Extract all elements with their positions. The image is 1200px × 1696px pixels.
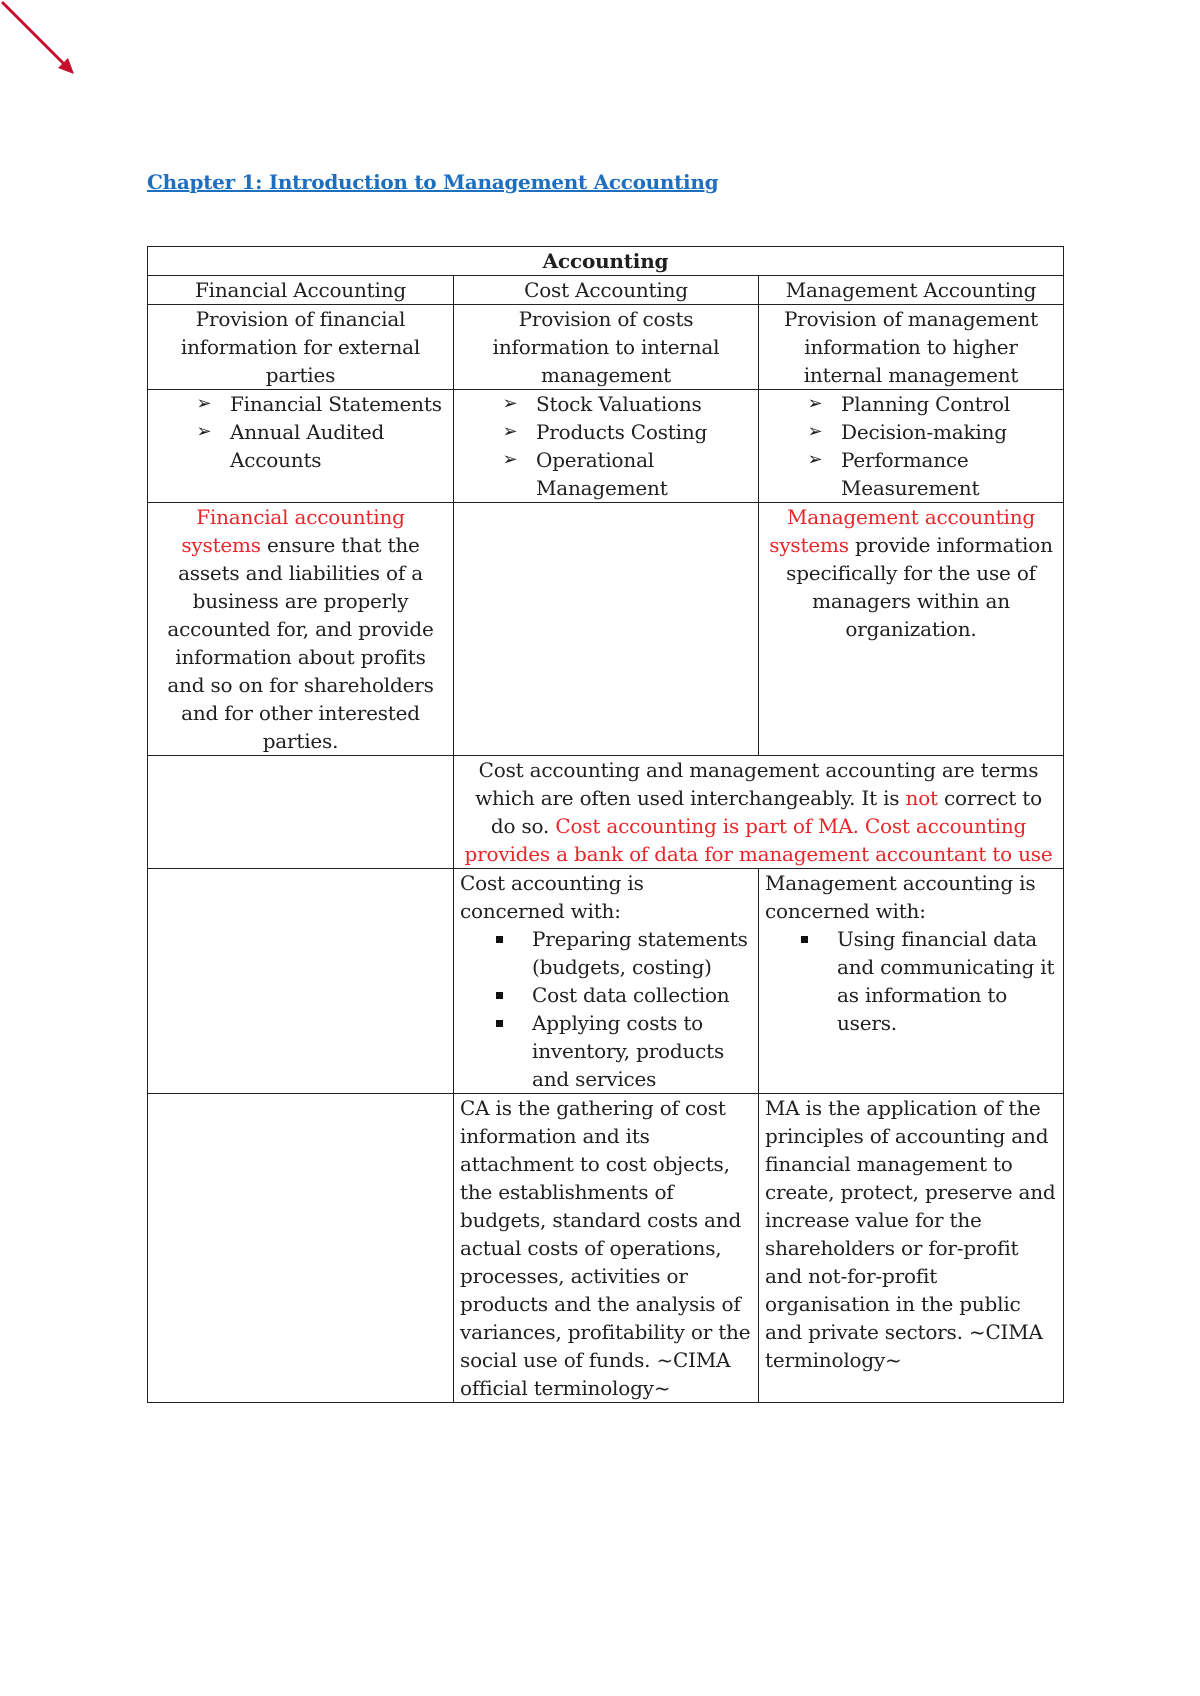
arrow-bullet-icon: ➢ — [807, 449, 823, 470]
square-bullet-icon — [496, 1020, 503, 1027]
provision-cost: Provision of costs information to internal management — [454, 305, 759, 390]
bullets-management — [759, 390, 1064, 503]
accounting-table — [147, 246, 1064, 1403]
concerned-empty — [148, 869, 454, 1094]
systems-management: Management accounting systems provide information specifically for the use of managers within an organization. — [759, 503, 1064, 756]
systems-cost-empty — [454, 503, 759, 756]
column-financial-accounting: Financial Accounting — [148, 276, 454, 305]
cost-concerned: Cost accounting is concerned with: Preparing statements (budgets, costing) Cost data collection Applying costs to inventory, products and services — [454, 869, 759, 1094]
arrow-bullet-icon: ➢ — [502, 449, 518, 470]
note-empty — [148, 756, 454, 869]
bullets-financial — [148, 390, 454, 503]
arrow-bullet-icon: ➢ — [196, 393, 212, 414]
provision-management: Provision of management information to higher internal management — [759, 305, 1064, 390]
systems-financial: Financial accounting systems ensure that the assets and liabilities of a business are properly accounted for, and provide information about profits and so on for shareholders and for other interested parties. — [148, 503, 454, 756]
list-item: ➢ Planning Control — [805, 390, 1057, 418]
list-item: Applying costs to inventory, products and services — [496, 1009, 752, 1093]
list-item: ➢ Financial Statements — [194, 390, 447, 418]
arrow-bullet-icon: ➢ — [502, 393, 518, 414]
square-bullet-icon — [801, 936, 808, 943]
list-item: Preparing statements (budgets, costing) — [496, 925, 752, 981]
list-item: ➢ Operational Management — [500, 446, 752, 502]
arrow-bullet-icon: ➢ — [196, 421, 212, 442]
table-header: Accounting — [148, 247, 1064, 276]
list-item: ➢ Decision-making — [805, 418, 1057, 446]
bullets-cost — [454, 390, 759, 503]
management-definition: MA is the application of the principles of accounting and financial management to create, protect, preserve and increase value for the shareholders or for-profit and not-for-profit organisation in the public and private sectors. ~CIMA terminology~ — [759, 1094, 1064, 1403]
list-item: ➢ Annual Audited Accounts — [194, 418, 447, 474]
list-item: ➢ Stock Valuations — [500, 390, 752, 418]
list-item: Using financial data and communicating it as information to users. — [801, 925, 1057, 1037]
list-item: ➢ Performance Measurement — [805, 446, 1057, 502]
red-arrow-icon — [0, 0, 80, 80]
definition-empty — [148, 1094, 454, 1403]
square-bullet-icon — [496, 992, 503, 999]
list-item: ➢ Products Costing — [500, 418, 752, 446]
arrow-bullet-icon: ➢ — [502, 421, 518, 442]
square-bullet-icon — [496, 936, 503, 943]
column-cost-accounting: Cost Accounting — [454, 276, 759, 305]
management-concerned: Management accounting is concerned with: Using financial data and communicating it as information to users. — [759, 869, 1064, 1094]
column-management-accounting: Management Accounting — [759, 276, 1064, 305]
cost-definition: CA is the gathering of cost information and its attachment to cost objects, the establishments of budgets, standard costs and actual costs of operations, processes, activities or products and the analysis of variances, profitability or the social use of funds. ~CIMA official terminology~ — [454, 1094, 759, 1403]
page-title: Chapter 1: Introduction to Management Accounting — [147, 170, 719, 194]
arrow-bullet-icon: ➢ — [807, 421, 823, 442]
list-item: Cost data collection — [496, 981, 752, 1009]
provision-financial: Provision of financial information for external parties — [148, 305, 454, 390]
interchangeable-note: Cost accounting and management accounting are terms which are often used interchangeably. It is not correct to do so. Cost accounting is part of MA. Cost accounting provides a bank of data for management accountant to use — [454, 756, 1064, 869]
arrow-bullet-icon: ➢ — [807, 393, 823, 414]
